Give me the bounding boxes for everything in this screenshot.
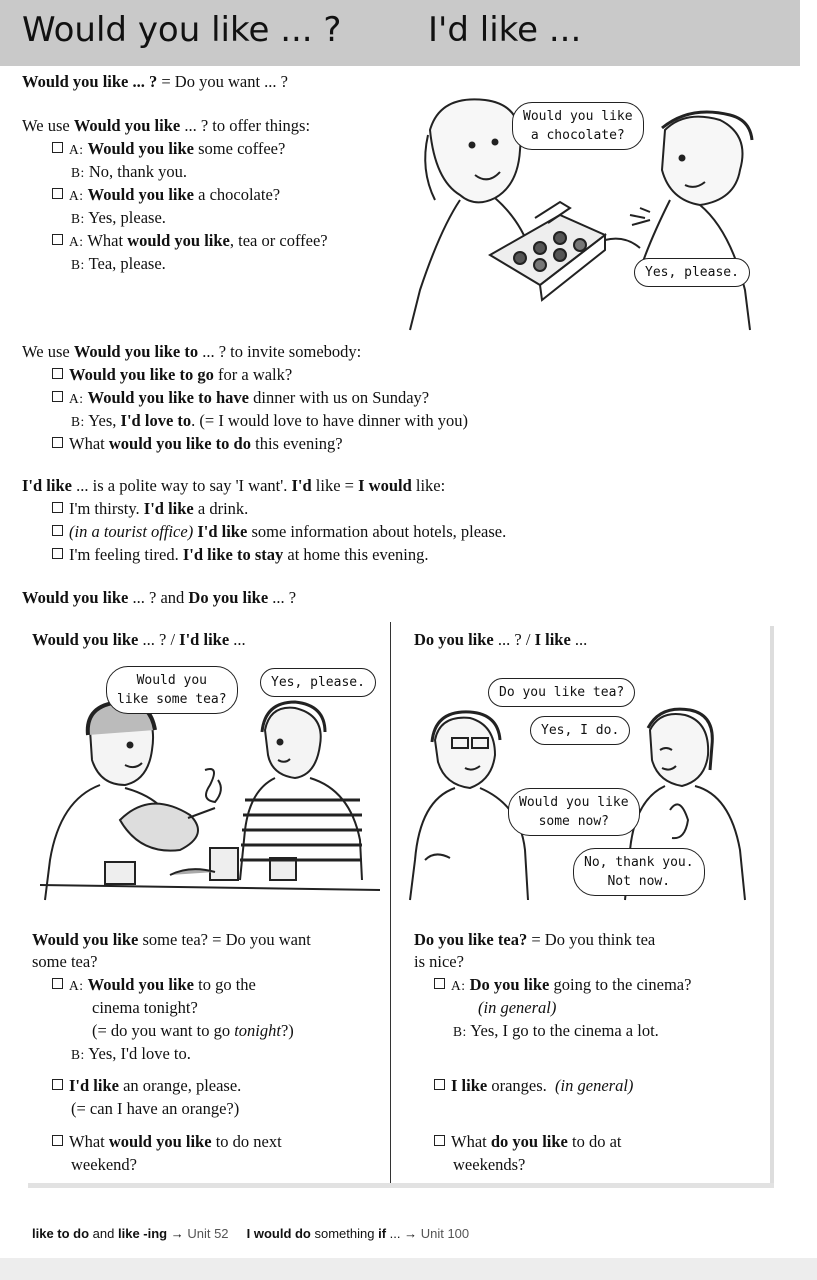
right-example-3: What do you like to do at (434, 1130, 622, 1153)
bullet-box (52, 548, 63, 559)
left-example-3-cont: weekend? (71, 1155, 137, 1174)
left-example-2: I'd like an orange, please. (52, 1074, 241, 1097)
page-title-right: I'd like ... (428, 10, 582, 50)
speech-bubble-offer: Would you like a chocolate? (512, 102, 644, 150)
right-example-3-cont: weekends? (453, 1155, 526, 1174)
bottom-bar (0, 1258, 817, 1280)
left-definition-2: some tea? (32, 952, 98, 971)
bullet-box (52, 188, 63, 199)
speech-bubble-would-you-like-now: Would you like some now? (508, 788, 640, 836)
unit-100-reference[interactable]: I would do something if ... → Unit 100 (246, 1226, 470, 1241)
speech-bubble-tea-offer: Would you like some tea? (106, 666, 238, 714)
invite-example-3: What would you like to do this evening? (52, 432, 343, 455)
page-title: Would you like ... ? (22, 10, 342, 50)
footer-references (32, 1226, 469, 1241)
column-divider (390, 622, 391, 1184)
right-definition-2: is nice? (414, 952, 464, 971)
offer-example-2b: B: Yes, please. (71, 208, 166, 227)
offer-intro: We use Would you like ... ? to offer things: (22, 116, 311, 135)
offer-example-1a: A: Would you like some coffee? (52, 137, 285, 161)
speech-bubble-do-you-like: Do you like tea? (488, 678, 635, 707)
invite-intro: We use Would you like to ... ? to invite somebody: (22, 342, 362, 361)
invite-example-1: Would you like to go for a walk? (52, 363, 292, 386)
right-example-1b: B: Yes, I go to the cinema a lot. (453, 1021, 659, 1040)
left-example-1a: A: Would you like to go the (52, 973, 256, 997)
polite-example-1: I'm thirsty. I'd like a drink. (52, 497, 248, 520)
offer-example-3b: B: Tea, please. (71, 254, 166, 273)
offer-example-3a: A: What would you like, tea or coffee? (52, 229, 328, 253)
unit-52-reference[interactable]: like to do and like -ing → Unit 52 (32, 1226, 229, 1241)
bullet-box (52, 142, 63, 153)
left-column-heading: Would you like ... ? / I'd like ... (32, 630, 246, 649)
polite-example-2: (in a tourist office) I'd like some information about hotels, please. (52, 520, 506, 543)
polite-intro: I'd like ... is a polite way to say 'I want'. I'd like = I would like: (22, 476, 446, 495)
left-example-1a-cont: cinema tonight? (92, 998, 198, 1017)
right-column-heading: Do you like ... ? / I like ... (414, 630, 588, 649)
bullet-box (434, 978, 445, 989)
speech-bubble-tea-reply: Yes, please. (260, 668, 376, 697)
bullet-box (52, 978, 63, 989)
left-example-2-note: (= can I have an orange?) (71, 1099, 240, 1118)
bullet-box (52, 1135, 63, 1146)
definition-line: Would you like ... ? = Do you want ... ? (22, 72, 288, 91)
offer-example-2a: A: Would you like a chocolate? (52, 183, 280, 207)
bullet-box (52, 1079, 63, 1090)
left-definition: Would you like some tea? = Do you want (32, 930, 311, 949)
tea-offer-illustration (40, 690, 380, 900)
bullet-box (52, 234, 63, 245)
bullet-box (52, 391, 63, 402)
polite-example-3: I'm feeling tired. I'd like to stay at home this evening. (52, 543, 429, 566)
bullet-box (434, 1135, 445, 1146)
bullet-box (52, 525, 63, 536)
box-shadow (28, 1183, 774, 1188)
speech-bubble-no-thank-you: No, thank you. Not now. (573, 848, 705, 896)
bullet-box (52, 502, 63, 513)
right-example-1a: A: Do you like going to the cinema? (434, 973, 691, 997)
bullet-box (52, 368, 63, 379)
speech-bubble-reply: Yes, please. (634, 258, 750, 287)
left-example-1-note: (= do you want to go tonight?) (92, 1021, 294, 1040)
invite-example-2a: A: Would you like to have dinner with us on Sunday? (52, 386, 429, 410)
right-example-1-note: (in general) (478, 998, 557, 1017)
right-definition: Do you like tea? = Do you think tea (414, 930, 656, 949)
speech-bubble-yes-i-do: Yes, I do. (530, 716, 630, 745)
invite-example-2b: B: Yes, I'd love to. (= I would love to have dinner with you) (71, 411, 469, 430)
offer-example-1b: B: No, thank you. (71, 162, 187, 181)
comparison-heading: Would you like ... ? and Do you like ... ? (22, 588, 297, 607)
left-example-3: What would you like to do next (52, 1130, 282, 1153)
bullet-box (52, 437, 63, 448)
right-example-2: I like oranges. (in general) (434, 1074, 633, 1097)
left-example-1b: B: Yes, I'd love to. (71, 1044, 191, 1063)
bullet-box (434, 1079, 445, 1090)
